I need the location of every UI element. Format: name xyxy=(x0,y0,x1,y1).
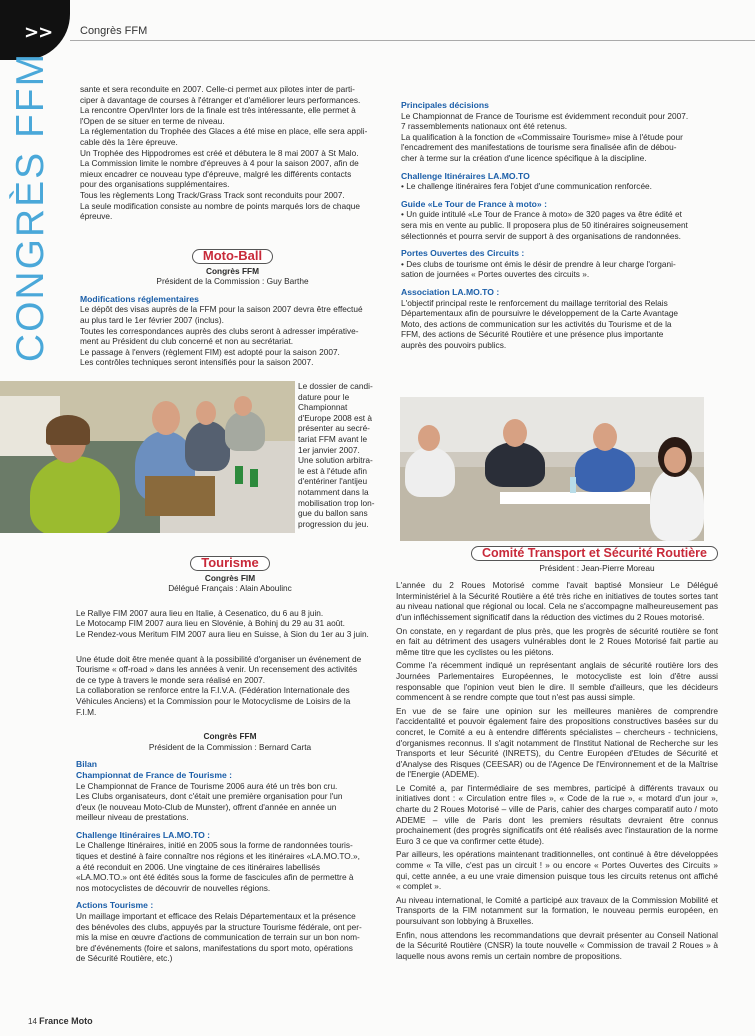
text-line: Tous les règlements Long Track/Grass Track sont reconduits pour 2007. xyxy=(80,189,345,200)
text-line: Le Rendez-vous Meritum FIM 2007 aura lieu en Suisse, à Sion du 1er au 3 juin. xyxy=(76,628,369,639)
text-line: d'eux (le nouveau Moto-Club de Munster), offrent d'année en année un xyxy=(76,801,337,812)
tourisme-events xyxy=(76,608,384,640)
assoc-heading: Association LA.MO.TO : xyxy=(401,286,500,297)
text-line: sera mis en vente au public. Il proposera plus de 50 itinéraires soigneusement xyxy=(401,219,688,230)
text-line: La qualification à la fonction de «Commissaire Tourisme» mise à l'étude pour xyxy=(401,131,683,142)
text-line: de ce type à travers le monde sera réalisé en 2007. xyxy=(76,674,266,685)
text-line: sélectionnés et pourra servir de support à des organisations de randonnées. xyxy=(401,230,681,241)
tourisme-org2: Congrès FFM xyxy=(203,731,257,742)
page-header-title: Congrès FFM xyxy=(80,25,148,37)
motoball-title: Moto-Ball xyxy=(192,249,273,264)
text-line: Une étude doit être menée quant à la possibilité d'organiser un événement de xyxy=(76,653,362,664)
text-line: La Commission limite le nombre d'épreuves à 4 pour la saison 2007, afin de xyxy=(80,158,359,169)
text-line: Toutes les correspondances auprès des clubs seront à adresser impérative- xyxy=(80,325,359,336)
text-line: «LA.MO.TO.» ont été édités sous la forme de fascicules afin de permettre à xyxy=(76,872,354,883)
text-line: cher à terme sur la création d'une licence spécifique à la discipline. xyxy=(401,152,647,163)
tourisme-actions-heading: Actions Tourisme : xyxy=(76,900,154,911)
text-line: cable dès la 1ère épreuve. xyxy=(80,136,178,147)
tourisme-challenge-heading: Challenge Itinéraires LA.MO.TO : xyxy=(76,829,211,840)
text-line: gue du ballon sans xyxy=(298,508,368,519)
text-line: mobilisation trop lon- xyxy=(298,497,375,508)
text-line: Le dossier de candi- xyxy=(298,381,373,391)
side-title-text: CONGRÈS FFM xyxy=(9,51,53,363)
text-line: sation de journées « Portes ouvertes des circuits ». xyxy=(401,269,590,280)
text-line: au plus tard le 1er février 2007 (inclus). xyxy=(80,314,224,325)
text-line: La rencontre Open/Inter lors de la finale est très intéressante, elle permet à xyxy=(80,105,356,116)
text-line: mieux encadrer ce nouveau type d'épreuve, malgré les différents contacts xyxy=(80,168,352,179)
text-line: mis la mise en œuvre d'actions de communication de terrain sur un bon nom- xyxy=(76,932,360,943)
text-line: de Sécurité Routière, etc.) xyxy=(76,953,173,964)
text-line: Un maillage important et efficace des Relais Départementaux et la présence xyxy=(76,911,356,922)
text-line: Moto, des actions de communication sur les activités du Tourisme et de la xyxy=(401,318,672,329)
tourisme-delegue: Délégué Français : Alain Aboulinc xyxy=(168,583,292,594)
text-line: 1er janvier 2007. xyxy=(298,444,360,455)
motoball-side-text xyxy=(298,381,386,529)
comite-title-box xyxy=(396,546,718,561)
tourisme-actions-lines xyxy=(76,911,384,964)
tourisme-paragraph xyxy=(76,654,384,718)
text-line: Le Championnat de France de Tourisme 2006 aura été un très bon cru. xyxy=(76,780,338,791)
tourisme-challenge-lines xyxy=(76,840,384,893)
text-line: Tourisme « off-road » dans les années à venir. Un recensement des activités xyxy=(76,664,358,675)
comite-paragraph: Comme l'a récemment indiqué un représentant anglais de sécurité routière lors des Journées Parlementaires Européennes, le motocycliste est loin d'être aussi responsable que l'opinion veut bien le dire. Il semble d'ailleurs, que les décideurs commencent à se rendre compte que tout n'est pas aussi simple. xyxy=(396,660,718,703)
text-line: F.I.M. xyxy=(76,706,97,717)
text-line: Le Challenge Itinéraires, initié en 2005 sous la forme de randonnées touris- xyxy=(76,840,353,851)
text-line: Le dépôt des visas auprès de la FFM pour la saison 2007 devra être effectué xyxy=(80,304,363,315)
comite-paragraphs xyxy=(396,580,718,961)
text-line: ciper à davantage de courses à l'étranger et d'améliorer leurs performances. xyxy=(80,94,361,105)
text-line: épreuve. xyxy=(80,211,113,222)
text-line: Une solution arbitra- xyxy=(298,455,373,466)
comite-president: Président : Jean-Pierre Moreau xyxy=(539,562,655,573)
text-line: Départementaux afin de poursuivre le développement de la Carte Avantage xyxy=(401,308,679,319)
text-line: FFM, des actions de Sécurité Routière et une présence plus importante xyxy=(401,329,664,340)
motoball-section xyxy=(80,245,385,368)
text-line: Championnat xyxy=(298,402,348,413)
footer-brand: France Moto xyxy=(39,1016,93,1026)
text-line: Véhicules Anciens) et la Commission pour le Motocyclisme de Loisirs de la xyxy=(76,695,351,706)
text-line: 7 rassemblements nationaux ont été retenus. xyxy=(401,121,568,132)
tourisme-section xyxy=(76,552,384,964)
comite-paragraph: Enfin, nous attendons les recommandations que devrait présenter au Conseil National de la Sécurité Routière (CNSR) la toute nouvelle « Commission de travail 2 Roues » à laquelle nous avons remis un certain nombre de propositions. xyxy=(396,929,718,961)
text-line: L'objectif principal reste le renforcement du maillage territorial des Relais xyxy=(401,297,668,308)
text-line: • Des clubs de tourisme ont émis le désir de prendre à leur charge l'organi- xyxy=(401,258,676,269)
text-line: présenter au secré- xyxy=(298,423,370,434)
decisions-heading: Principales décisions xyxy=(401,100,489,110)
text-line: auprès des pouvoirs publics. xyxy=(401,339,507,350)
text-line: dature pour le xyxy=(298,391,350,402)
text-line: Le Rallye FIM 2007 aura lieu en Italie, à Cesenatico, du 6 au 8 juin. xyxy=(76,607,324,618)
text-line: le est à l'étude afin xyxy=(298,465,367,476)
comite-paragraph: En vue de se faire une opinion sur les meilleures manières de comprendre l'accidentalité et pouvoir également faire des propositions constructives basées sur du concret, le Comité a eu à entendre différents spécialistes – chercheurs - techniciens, d'organismes reconnus. Il s'agit notamment de l'Institut National de Recherche sur les Transports et leur Sécurité (INRETS), du Centre Européen d'Etudes de Sécurité et d'Analyse des Risques (CEESAR) ou de l'Agence De l'Environnement et de la Maîtrise de l'Energie (ADEME). xyxy=(396,705,718,780)
motoball-president: Président de la Commission : Guy Barthe xyxy=(156,276,309,287)
text-line: Un Trophée des Hippodromes est créé et débutera le 8 mai 2007 à St Malo. xyxy=(80,147,359,158)
text-line: tariat FFM avant le xyxy=(298,433,368,444)
text-line: l'Open de se situer en terme de niveau. xyxy=(80,115,225,126)
text-line: nos motocyclistes de découvrir de nouvelles régions. xyxy=(76,882,271,893)
text-line: Le Motocamp FIM 2007 aura lieu en Slovénie, à Bohinj du 29 au 31 août. xyxy=(76,618,345,629)
tourisme-bilan: Bilan xyxy=(76,759,98,770)
text-line: La seule modification consiste au nombre de points marqués lors de chaque xyxy=(80,200,360,211)
section-marker: >> xyxy=(0,0,70,60)
comite-title: Comité Transport et Sécurité Routière xyxy=(471,546,718,561)
col1-top-text xyxy=(80,84,385,222)
text-line: • Un guide intitulé «Le Tour de France à moto» de 320 pages va être édité et xyxy=(401,209,682,220)
header-divider xyxy=(70,40,755,41)
text-line: La collaboration se renforce entre la F.I.V.A. (Fédération Internationale des xyxy=(76,685,350,696)
text-line: d'Europe 2008 est à xyxy=(298,412,373,423)
text-line: sante et sera reconduite en 2007. Celle-ci permet aux pilotes inter de parti- xyxy=(80,84,355,94)
comite-meeting-photo xyxy=(400,397,704,541)
comite-paragraph: L'année du 2 Roues Motorisé comme l'avait baptisé Monsieur Le Délégué Interministériel à la Sécurité Routière a été très riche en initiatives de toutes sortes tant au niveau national que régional ou local. Cela ne s'accompagne malheureusement pas d'un infléchissement significatif dans la réduction des victimes du 2 Roues motorisé. xyxy=(396,580,718,622)
text-line: • Le challenge itinéraires fera l'objet d'une communication renforcée. xyxy=(401,181,652,192)
text-line: pour des organisations supplémentaires. xyxy=(80,179,230,190)
text-line: d'entériner l'antijeu xyxy=(298,476,368,487)
text-line: ment au Président du club concerné et non au secrétariat. xyxy=(80,336,294,347)
comite-section xyxy=(396,546,718,964)
challenge-heading: Challenge Itinéraires LA.MO.TO xyxy=(401,170,530,181)
text-line: meilleur niveau de prestations. xyxy=(76,812,189,823)
page-footer xyxy=(28,1016,93,1026)
challenge-lines xyxy=(401,181,719,192)
text-line: Les Clubs organisateurs, dont c'était une première organisation pour l'un xyxy=(76,791,343,802)
comite-paragraph: On constate, en y regardant de plus près, que les progrès de sécurité routière se font en fait au détriment des usagers vulnérables dont le 2 Roues Motorisé fait partie au même titre que les cyclistes ou les piétons. xyxy=(396,625,718,657)
decisions-lines xyxy=(401,111,719,164)
col2-top xyxy=(401,100,719,350)
motoball-heading: Modifications réglementaires xyxy=(80,293,199,304)
comite-paragraph: Au niveau international, le Comité a participé aux travaux de la Commission Mobilité et Transports de la FIM notamment sur la formation, le nouveau permis européen, en poursuivant son lobbying à Bruxelles. xyxy=(396,894,718,926)
text-line: Le Championnat de France de Tourisme est évidemment reconduit pour 2007. xyxy=(401,110,689,121)
text-line: a été reconduit en 2006. Une vingtaine de ces itinéraires labellisés xyxy=(76,861,320,872)
tourisme-champ-lines xyxy=(76,781,384,823)
portes-heading: Portes Ouvertes des Circuits : xyxy=(401,248,525,259)
text-line: tiques et destiné à faire connaître nos régions et les itinéraires «LA.MO.TO.», xyxy=(76,851,360,862)
tourisme-champ-heading: Championnat de France de Tourisme : xyxy=(76,769,232,780)
text-line: notamment dans la xyxy=(298,486,369,497)
page-number: 14 xyxy=(28,1017,37,1026)
text-line: Le passage à l'envers (règlement FIM) est adopté pour la saison 2007. xyxy=(80,346,340,357)
comite-paragraph: Par ailleurs, les opérations maintenant traditionnelles, ont continué à être développées comme « Ta ville, c'est pas un circuit ! » ou encore « Portes Ouvertes des Circuits » qui, cette année, a eu une vraie dimension puisque tous les circuits retenus ont affiché « complet ». xyxy=(396,849,718,892)
text-line: progression du jeu. xyxy=(298,518,369,529)
text-line: des bénévoles des clubs, appuyés par la structure Tourisme fédérale, ont per- xyxy=(76,921,362,932)
motoball-lines xyxy=(80,304,385,368)
text-line: l'encadrement des manifestations de tourisme sera finalisée afin de débou- xyxy=(401,142,677,153)
guide-heading: Guide «Le Tour de France à moto» : xyxy=(401,198,547,209)
tourisme-title-box xyxy=(76,556,384,571)
text-line: La réglementation du Trophée des Glaces a été mise en place, elle sera appli- xyxy=(80,126,368,137)
assoc-lines xyxy=(401,298,719,351)
guide-lines xyxy=(401,209,719,241)
text-line: bre d'événements (foire et salons, manifestations du sport moto, opérations xyxy=(76,942,353,953)
portes-lines xyxy=(401,259,719,280)
tourisme-president2: Président de la Commission : Bernard Carta xyxy=(148,741,312,752)
motoball-title-box xyxy=(80,249,385,264)
tourisme-title: Tourisme xyxy=(190,556,270,571)
tourisme-org: Congrès FIM xyxy=(204,572,256,583)
motoball-org: Congrès FFM xyxy=(205,265,259,276)
side-title xyxy=(8,51,54,363)
motoball-meeting-photo xyxy=(0,381,295,533)
text-line: Les contrôles techniques seront intensifiés pour la saison 2007. xyxy=(80,357,314,368)
comite-paragraph: Le Comité a, par l'intermédiaire de ses membres, participé à différents travaux ou initiatives dont : « Circulation entre files », « Code de la rue », « motard d'un jour », charte du 2 Roues Motorisé – ville de Paris, cahier des charges comparatif auto / moto ADEME – ville de Paris dont les premiers résultats devraient être connus prochainement (des progrès significatifs ont été réalisés avec l'instauration de la norme Euro 3 ce que va confirmer cette étude). xyxy=(396,782,718,846)
